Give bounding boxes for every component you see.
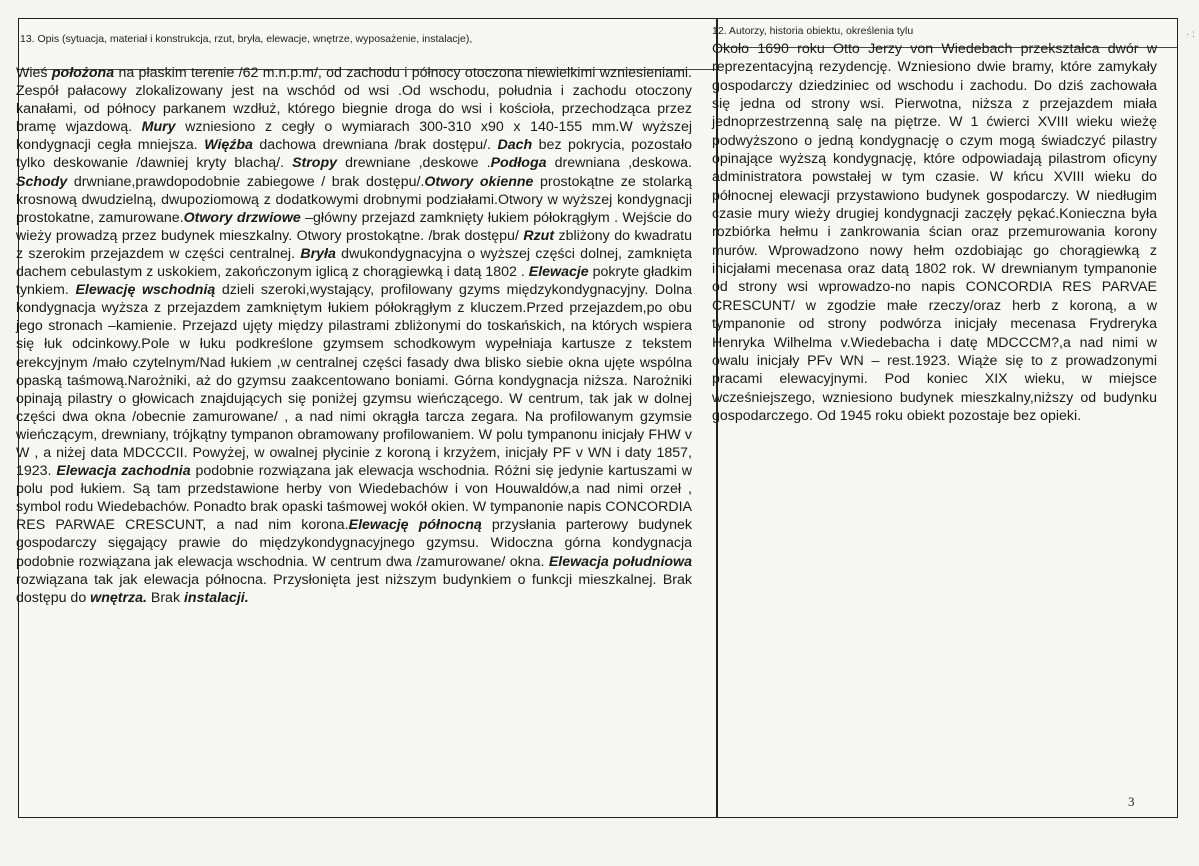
description-segment: dwukondygnacyjna o wyższej części dolnej, zamknięta dachem cebulastym z uskokiem, zakończonym iglicą z chorągiewką i datą 1802 . xyxy=(16,245,692,281)
description-segment: bez pokrycia, pozostało tylko deskowanie /dawniej kryty blachą/. xyxy=(16,137,692,172)
description-segment: Brak xyxy=(146,589,184,606)
description-segment: zbliżony do kwadratu z szerokim przejazdem w części centralnej. xyxy=(16,227,692,262)
keyword-heading: Elewację północną xyxy=(348,517,482,534)
keyword-heading: Podłoga xyxy=(490,155,547,172)
keyword-heading: Schody xyxy=(16,173,68,190)
description-segment: dachowa drewniana /brak dostępu/. xyxy=(252,137,498,154)
description-segment: drewniana ,deskowa. xyxy=(546,155,692,172)
description-segment: Wieś xyxy=(16,65,52,81)
page-number: 3 xyxy=(1128,794,1135,809)
keyword-heading: Bryła xyxy=(300,245,336,262)
keyword-heading: wnętrza. xyxy=(90,589,147,606)
keyword-heading: Otwory okienne xyxy=(424,173,534,190)
description-segment: drwniane,prawdopodobnie zabiegowe / brak dostępu/. xyxy=(67,173,425,190)
description-segment: –główny przejazd zamknięty łukiem półokrągłym . Wejście do wieży prowadzą przez budynek mieszkalny. Otwory prostokątne. /brak dostępu/ xyxy=(16,209,692,244)
description-segment: rozwiązana tak jak elewacja północna. Przysłonięta jest niższym budynkiem o funkcji mieszkalnej. Brak dostępu do xyxy=(16,571,692,606)
section-12-header: 12. Autorzy, historia obiektu, określenia tylu xyxy=(712,25,914,37)
description-segment: przysłania parterowy budynek gospodarczy sięgający prawie do międzykondygnacyjnego gzymsu. Widoczna górna kondygnacja podobnie rozwiązana jak elewacja wschodnia. W centrum dwa /zamurowane/ okna. xyxy=(16,517,692,570)
history-text xyxy=(712,40,1157,425)
description-segment: dzieli szeroki,wystający, profilowany gzyms międzykondygnacyjny. Dolna kondygnacja wyższa z przejazdem zamkniętym łukiem półokrągłym z kluczem.Przed przejazdem,po obu jego stronach –kamienie. Przejazd ujęty między pilastrami zbliżonymi do toskańskich, na których wspiera się łuk odcinkowy.Pole w łuku podkreślone gzymsem schodkowym wypełniaja kartusze z tekstem erekcyjnym /mało czytelnym/Nad łukiem ,w centralnej części fasady dwa blisko siebie okna ujęte wspólna opaską taśmową.Narożniki, aż do gzymsu zaakcentowano boniami. Górna kondygnacja niższa. Narożniki opinają pilastry o głowicach znajdujących się poniżej gzymsu wieńczącego. W centrum, tak jak w dolnej części dwa okna /obecnie zamurowane/ , a nad nimi okrągła tarcza zegara. Na profilowanym gzymsie wieńczącym, drewniany, trójkątny tympanon obramowany profilowaniem. W polu tympanonu inicjały FHW v W , a niżej data MDCCCII. Powyżej, w owalnej płycinie z koroną i krzyżem, inicjały PF v WN i daty 1857, 1923. xyxy=(16,282,693,480)
keyword-heading: Elewacja południowa xyxy=(548,553,692,570)
keyword-heading: Elewacje xyxy=(528,264,589,281)
keyword-heading: Elewację wschodnią xyxy=(75,282,216,299)
keyword-heading: Dach xyxy=(497,137,533,154)
description-segment: podobnie rozwiązana jak elewacja wschodnia. Różni się jedynie kartuszami w polu pod łukiem. Są tam przedstawione herby von Wiedebachów i von Houwaldów,a nad nimi orzeł , symbol rodu Wiedebachów. Ponadto brak opaski taśmowej wokół okien. W tympanonie napis CONCORDIA RES PARWAE CRESCUNT, a nad nim korona. xyxy=(16,463,693,534)
description-text xyxy=(16,64,692,607)
keyword-heading: Więźba xyxy=(204,137,253,154)
description-segment: drewniane ,deskowe . xyxy=(337,155,491,172)
section-13-header: 13. Opis (sytuacja, materiał i konstrukcja, rzut, bryła, elewacje, wnętrze, wyposażenie, instalacje), xyxy=(20,33,473,45)
description-segment: pokryte gładkim tynkiem. xyxy=(16,264,693,299)
keyword-heading: Rzut xyxy=(523,227,555,244)
keyword-heading: Mury xyxy=(141,119,176,136)
keyword-heading: Stropy xyxy=(292,155,338,172)
description-segment: wzniesiono z cegły o wymiarach 300-310 x90 x 140-155 mm.W wyższej kondygnacji cegła mniejsza. xyxy=(16,119,692,154)
history-paragraph: Około 1690 roku Otto Jerzy von Wiedebach przekształca dwór w reprezentacyjną rezydencję. Wzniesiono dwie bramy, które zamykały gospodarczy dziedziniec od wschodu i zachodu. Do dziś zachowała się jedna od strony wsi. Pierwotna, niższa z przejazdem miała jednoprzestrzenną salę na piętrze. W 1 ćwierci XVIII wieku wieżę podwyższono o jedną kondygnację o czym mogą świadczyć pilastry opinające wyższą kondygnację, które odpowiadają pilastrom oficyny administratora powstałej w tym czasie. W kńcu XVIII wieku do północnej elewacji przystawiono budynek gospodarczy. W niedługim czasie mury wieży drugiej kondygnacji zaczęły pękać.Konieczna była rozbiórka hełmu i zankrowania ścian oraz przemurowania korony murów. Wprowadzono nowy hełm ozdobiając go chorągiewką z inicjałami mecenasa oraz datą 1802 rok. W drewnianym tympanonie od strony wsi wprowadzo-no napis CONCORDIA RES PARVAE CRESCUNT/ w zgodzie małe rzeczy/oraz herb z koroną, a w tympanonie od strony podwórza inicjały mecenasa Frydreryka Henryka Wilhelma v.Wiedebacha i datę MDCCCM?,a nad nimi w owalu inicjały PFv WN – rest.1923. Wiąże się to z prowadzonymi pracami elewacyjnymi. Pod koniec XIX wieku, w miejsce wcześniejszego, wzniesiono budynek mieszkalny,niższy od budynku gospodarczego. Od 1945 roku obiekt pozostaje bez opieki. xyxy=(712,41,1157,424)
description-segment: na płaskim terenie /62 m.n.p.m/, od zachodu i północy otoczona niewielkimi wzniesieniami. Zespół pałacowy zlokalizowany jest na wschód od wsi .Od wschodu, południa i zachodu otoczony kanałami, od północy parkanem wzdłuż, którego biegnie droga do wsi i kościoła, przechodząca przez bramę wjazdową. xyxy=(16,65,692,136)
description-segment: prostokątne ze stolarką krosnową dwudzielną, dwupoziomową z dodatkowymi drobnymi podziałami.Otwory w wyższej kondygnacji prostokatne, zamurowane. xyxy=(16,173,692,226)
keyword-heading: położona xyxy=(51,65,115,81)
keyword-heading: Otwory drzwiowe xyxy=(183,209,301,226)
scan-mark: · : xyxy=(1186,29,1195,40)
keyword-heading: Elewacja zachodnia xyxy=(56,463,191,480)
keyword-heading: instalacji. xyxy=(183,589,249,606)
